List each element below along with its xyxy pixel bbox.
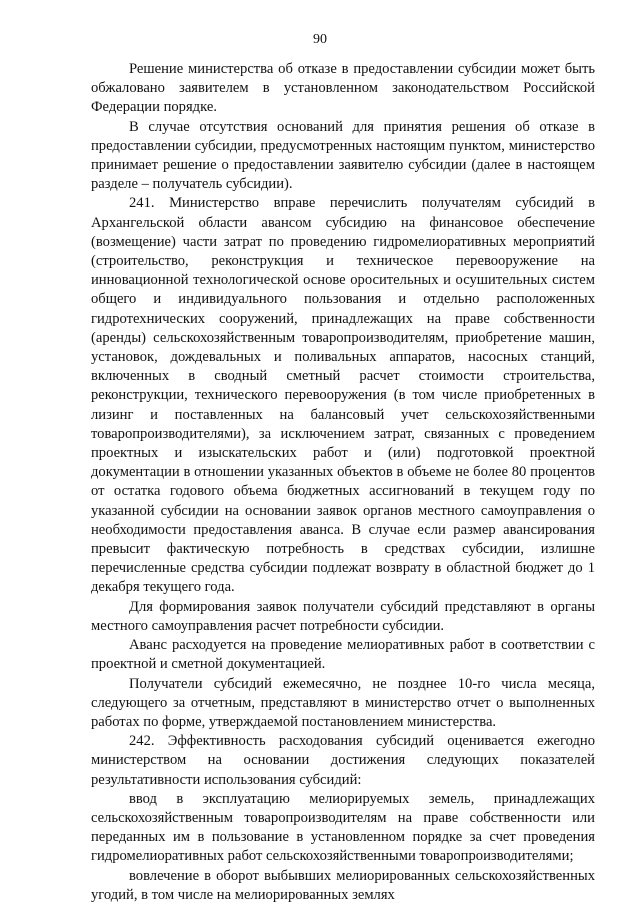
document-body [91,60,595,905]
paragraph: 242. Эффективность расходования субсидий оценивается ежегодно министерством на основании достижения следующих показателей результативности использования субсидий: [91,733,595,788]
paragraph: Аванс расходуется на проведение мелиоративных работ в соответствии с проектной и сметной документацией. [91,637,595,673]
paragraph: Получатели субсидий ежемесячно, не позднее 10-го числа месяца, следующего за отчетным, представляют в министерство отчет о выполненных работах по форме, утверждаемой постановлением министерства. [91,675,595,730]
page-number: 90 [313,32,327,47]
paragraph: ввод в эксплуатацию мелиорируемых земель, принадлежащих сельскохозяйственным товаропроизводителям на праве собственности или переданных им в пользование в установленном порядке за счет проведения гидромелиоративных работ сельскохозяйственными товаропроизводителями; [91,790,595,865]
paragraph: вовлечение в оборот выбывших мелиорированных сельскохозяйственных угодий, в том числе на мелиорированных землях [91,867,595,903]
paragraph: Решение министерства об отказе в предоставлении субсидии может быть обжаловано заявителем в установленном законодательством Российской Федерации порядке. [91,61,595,116]
paragraph: 241. Министерство вправе перечислить получателям субсидий в Архангельской области авансом субсидию на финансовое обеспечение (возмещение) части затрат по проведению гидромелиоративных мероприятий (строительство, реконструкция и техническое перевооружение на инновационной технологической основе оросительных и осушительных систем общего и индивидуального пользования и отдельно расположенных гидротехнических сооружений, принадлежащих на праве собственности (аренды) сельскохозяйственным товаропроизводителям, приобретение машин, установок, дождевальных и поливальных аппаратов, насосных станций, включенных в сводный сметный расчет стоимости строительства, реконструкции, технического перевооружения (в том числе приобретенных в лизинг и поставленных на балансовый учет сельскохозяйственными товаропроизводителями), за исключением затрат, связанных с проведением проектных и изыскательских работ и (или) подготовкой проектной документации в отношении указанных объектов в объеме не более 80 процентов от остатка годового объема бюджетных ассигнований в текущем году по указанной субсидии на основании заявок органов местного самоуправления о необходимости предоставления аванса. В случае если размер авансирования превысит фактическую потребность в средствах субсидии, излишне перечисленные средства субсидии подлежат возврату в областной бюджет до 1 декабря текущего года. [91,195,595,596]
paragraph: В случае отсутствия оснований для принятия решения об отказе в предоставлении субсидии, предусмотренных настоящим пунктом, министерство принимает решение о предоставлении заявителю субсидии (далее в настоящем разделе – получатель субсидии). [91,118,595,193]
paragraph: Для формирования заявок получатели субсидий представляют в органы местного самоуправления расчет потребности субсидии. [91,598,595,634]
